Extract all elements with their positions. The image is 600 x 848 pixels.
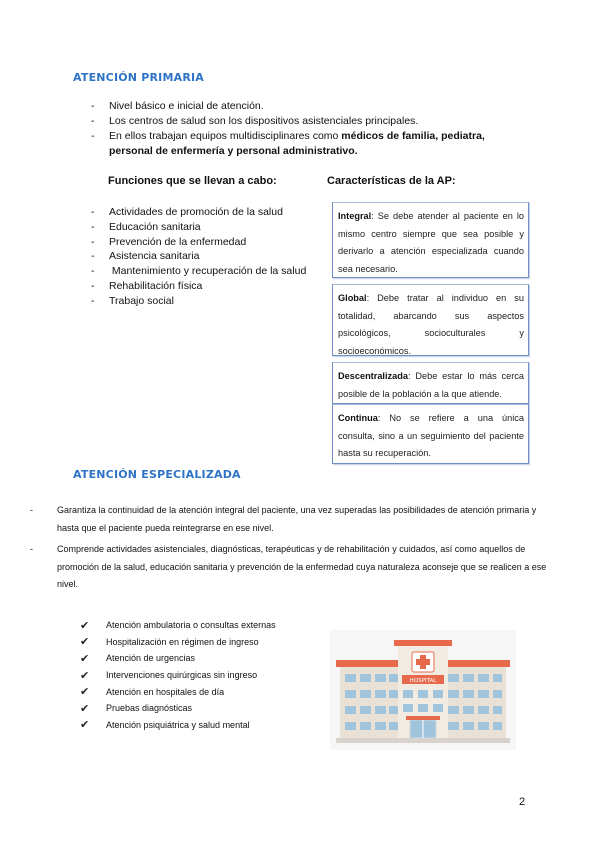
- check-icon: ✔: [80, 702, 90, 715]
- section-title-atencion-especializada: ATENCIÓN ESPECIALIZADA: [73, 468, 241, 481]
- card-integral: Integral: Se debe atender al paciente en lo mismo centro siempre que sea posible y derivarlo a atención especializada cuando sea necesario.: [332, 202, 529, 278]
- list-item: ✔ Atención psiquiátrica y salud mental: [80, 719, 250, 732]
- list-item: - Los centros de salud son los dispositivos asistenciales principales.: [91, 114, 531, 129]
- especializada-list: [30, 502, 560, 598]
- list-item: - Asistencia sanitaria: [91, 249, 306, 264]
- hospital-sign: HOSPITAL: [409, 678, 437, 684]
- check-icon: ✔: [80, 619, 90, 632]
- list-item: ✔ Atención de urgencias: [80, 652, 196, 665]
- card-global: Global: Debe tratar al individuo en su totalidad, abarcando sus aspectos psicológicos, socioculturales y socioeconómicos.: [332, 284, 529, 356]
- list-item: - Trabajo social: [91, 294, 306, 309]
- list-item: - Comprende actividades asistenciales, diagnósticas, terapéuticas y de rehabilitación y cuidados, así como aquellos de promoción de la salud, educación sanitaria y prevención de la enfermedad cuya naturaleza aconseje que se realicen a ese nivel.: [30, 541, 560, 594]
- card-continua: Continua: No se refiere a una única consulta, sino a un seguimiento del paciente hasta su recuperación.: [332, 404, 529, 464]
- page-number: 2: [519, 796, 526, 808]
- check-icon: ✔: [80, 719, 90, 732]
- hospital-icon: [330, 630, 516, 750]
- list-item: - Prevención de la enfermedad: [91, 235, 306, 250]
- check-icon: ✔: [80, 669, 90, 682]
- list-item: - Educación sanitaria: [91, 220, 306, 235]
- list-item: - En ellos trabajan equipos multidisciplinares como médicos de familia, pediatra, personal de enfermería y personal administrativo.: [91, 129, 531, 159]
- funciones-list: [91, 205, 306, 309]
- list-item: - Mantenimiento y recuperación de la salud: [91, 264, 306, 279]
- servicios-checklist: [80, 617, 276, 733]
- list-item: ✔ Atención ambulatoria o consultas externas: [80, 619, 276, 632]
- list-item: ✔ Intervenciones quirúrgicas sin ingreso: [80, 669, 258, 682]
- check-icon: ✔: [80, 636, 90, 649]
- funciones-heading: Funciones que se llevan a cabo:: [108, 175, 277, 187]
- hospital-illustration: [330, 630, 516, 750]
- list-item: ✔ Pruebas diagnósticas: [80, 702, 193, 715]
- check-icon: ✔: [80, 686, 90, 699]
- list-item: - Rehabilitación física: [91, 279, 306, 294]
- list-item: - Actividades de promoción de la salud: [91, 205, 306, 220]
- list-item: - Garantiza la continuidad de la atención integral del paciente, una vez superadas las posibilidades de atención primaria y hasta que el paciente pueda reintegrarse en ese nivel.: [30, 502, 560, 537]
- list-item: ✔ Atención en hospitales de día: [80, 686, 225, 699]
- list-item: - Nivel básico e inicial de atención.: [91, 99, 531, 114]
- card-descentralizada: Descentralizada: Debe estar lo más cerca posible de la población a la que atiende.: [332, 362, 529, 404]
- section-title-atencion-primaria: ATENCIÓN PRIMARIA: [73, 71, 204, 84]
- intro-list: [91, 99, 531, 159]
- caracteristicas-heading: Características de la AP:: [327, 175, 456, 187]
- list-item: ✔ Hospitalización en régimen de ingreso: [80, 636, 259, 649]
- check-icon: ✔: [80, 652, 90, 665]
